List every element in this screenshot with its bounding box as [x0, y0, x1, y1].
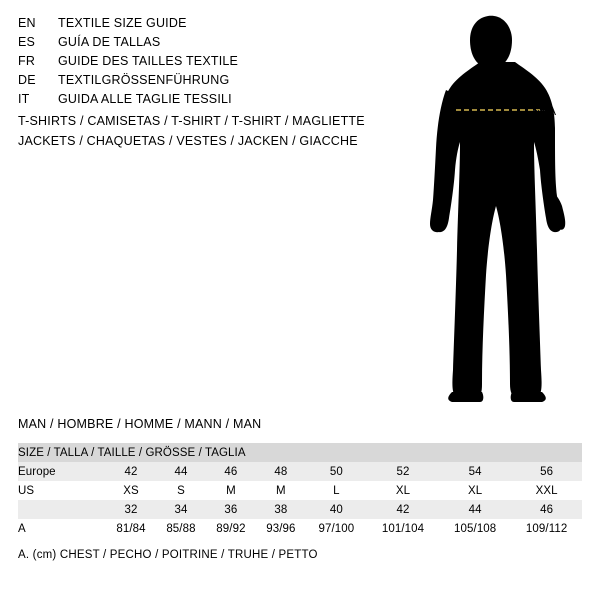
row-label: US — [18, 481, 106, 500]
table-cell: XL — [367, 481, 439, 500]
table-cell: 93/96 — [256, 519, 306, 538]
table-row — [18, 481, 582, 500]
table-row — [18, 462, 582, 481]
table-cell: 42 — [367, 500, 439, 519]
table-header-row — [18, 443, 582, 462]
language-row — [18, 90, 398, 109]
table-cell: 34 — [156, 500, 206, 519]
table-cell: XXL — [511, 481, 582, 500]
table-cell: 48 — [256, 462, 306, 481]
language-code: FR — [18, 54, 36, 68]
table-cell: 50 — [306, 462, 367, 481]
table-cell: 97/100 — [306, 519, 367, 538]
language-code: EN — [18, 16, 36, 30]
category-list — [18, 111, 418, 151]
table-cell: 101/104 — [367, 519, 439, 538]
language-text: TEXTILGRÖSSENFÜHRUNG — [58, 73, 230, 87]
table-cell: 56 — [511, 462, 582, 481]
table-cell: 32 — [106, 500, 156, 519]
table-cell: S — [156, 481, 206, 500]
table-cell: 44 — [439, 500, 511, 519]
table-cell: 36 — [206, 500, 256, 519]
table-cell: 109/112 — [511, 519, 582, 538]
silhouette-svg — [400, 10, 600, 405]
measure-leader-dash — [533, 110, 545, 111]
table-cell: L — [306, 481, 367, 500]
measure-letter-a: A — [548, 104, 557, 118]
footnote-chest: A. (cm) CHEST / PECHO / POITRINE / TRUHE / PETTO — [18, 549, 318, 561]
category-line-jackets: JACKETS / CHAQUETAS / VESTES / JACKEN / GIACCHE — [18, 134, 358, 148]
table-cell: 89/92 — [206, 519, 256, 538]
language-text: TEXTILE SIZE GUIDE — [58, 16, 187, 30]
table-row — [18, 519, 582, 538]
category-line-tshirts: T-SHIRTS / CAMISETAS / T-SHIRT / T-SHIRT / MAGLIETTE — [18, 114, 365, 128]
table-header-label: SIZE / TALLA / TAILLE / GRÖSSE / TAGLIA — [18, 443, 582, 462]
silhouette-body — [430, 16, 565, 402]
table-cell: 52 — [367, 462, 439, 481]
language-code: ES — [18, 35, 36, 49]
language-row — [18, 52, 398, 71]
table-cell: 38 — [256, 500, 306, 519]
size-table — [18, 443, 582, 538]
row-label — [18, 500, 106, 519]
table-cell: 81/84 — [106, 519, 156, 538]
language-row — [18, 14, 398, 33]
table-cell: 40 — [306, 500, 367, 519]
row-label: Europe — [18, 462, 106, 481]
language-code: IT — [18, 92, 30, 106]
table-row — [18, 500, 582, 519]
male-silhouette-figure — [400, 10, 600, 405]
language-text: GUIDA ALLE TAGLIE TESSILI — [58, 92, 232, 106]
table-cell: 46 — [511, 500, 582, 519]
table-cell: XL — [439, 481, 511, 500]
table-cell: M — [256, 481, 306, 500]
language-text: GUIDE DES TAILLES TEXTILE — [58, 54, 239, 68]
table-cell: 42 — [106, 462, 156, 481]
language-text: GUÍA DE TALLAS — [58, 35, 161, 49]
table-cell: 85/88 — [156, 519, 206, 538]
table-cell: 46 — [206, 462, 256, 481]
table-cell: 105/108 — [439, 519, 511, 538]
language-row — [18, 33, 398, 52]
language-list — [18, 14, 398, 109]
table-cell: 54 — [439, 462, 511, 481]
language-code: DE — [18, 73, 36, 87]
row-label: A — [18, 519, 106, 538]
table-title-man: MAN / HOMBRE / HOMME / MANN / MAN — [18, 417, 262, 431]
table-cell: M — [206, 481, 256, 500]
table-cell: 44 — [156, 462, 206, 481]
table-cell: XS — [106, 481, 156, 500]
language-row — [18, 71, 398, 90]
